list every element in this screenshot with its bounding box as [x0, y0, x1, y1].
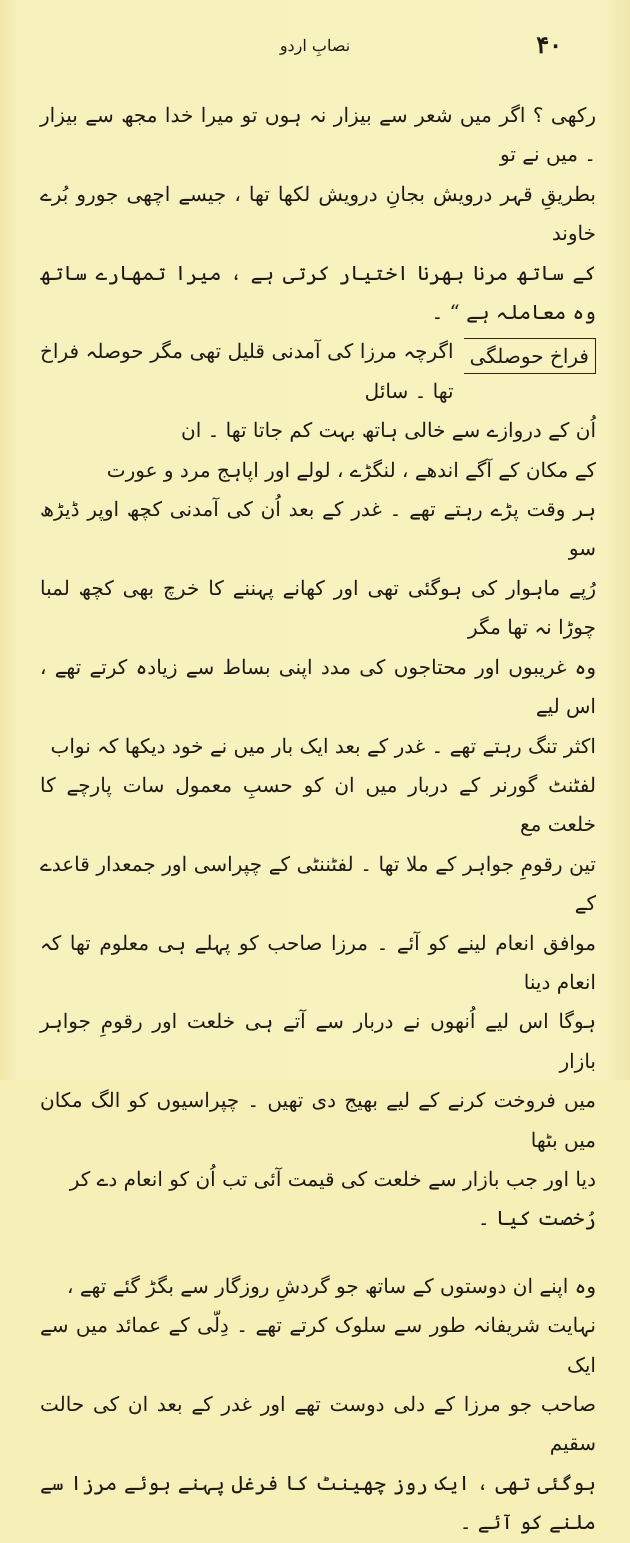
paragraph-3: [40, 1267, 596, 1543]
text-line: ہوگا اس لیے اُنھوں نے دربار سے آتے ہی خلعت اور رقومِ جواہر بازار: [40, 1009, 596, 1073]
text-line: بطریقِ قہر درویش بجانِ درویش لکھا تھا ، جیسے اچھی جورو بُرے خاوند: [40, 181, 596, 246]
page-number: ۴۰: [536, 30, 562, 59]
text-line: اکثر تنگ رہتے تھے ۔ غدر کے بعد ایک بار میں نے خود دیکھا کہ نواب: [50, 733, 596, 758]
text-line: صاحب جو مرزا کے دلی دوست تھے اور غدر کے بعد ان کی حالت سقیم: [40, 1392, 596, 1456]
text-line: کے ساتھ مرنا بھرنا اختیار کرتی ہے ، میرا تمھارے ساتھ وہ معاملہ ہے “ ۔: [40, 260, 596, 325]
text-line: رُخصت کیا ۔: [477, 1206, 596, 1231]
text-line: میں فروخت کرنے کے لیے بھیج دی تھیں ۔ چپراسیوں کو الگ مکان میں بٹھا: [40, 1088, 596, 1152]
text-line: رُپے ماہوار کی ہوگئی تھی اور کھانے پہننے کا خرچ بھی کچھ لمبا چوڑا نہ تھا مگر: [40, 575, 596, 640]
text-line: وہ غریبوں اور محتاجوں کی مدد اپنی بساط سے زیادہ کرتے تھے ، اس لیے: [40, 654, 596, 719]
text-line: ہر وقت پڑے رہتے تھے ۔ غدر کے بعد اُن کی آمدنی کچھ اوپر ڈیڑھ سو: [40, 497, 596, 561]
text-line: نہایت شریفانہ طور سے سلوک کرتے تھے ۔ دِلّی کے عمائد میں سے ایک: [40, 1313, 596, 1377]
text-line: لفٹنٹ گورنر کے دربار میں ان کو حسبِ معمول سات پارچے کا خلعت مع: [40, 772, 596, 837]
text-line: وہ اپنے ان دوستوں کے ساتھ جو گردشِ روزگار سے بگڑ گئے تھے ،: [67, 1273, 596, 1298]
running-title: نصابِ اردو: [279, 36, 351, 55]
page-header: [60, 30, 570, 64]
marginal-note: فراخ حوصلگی: [464, 338, 596, 374]
paragraph-1: [40, 96, 596, 332]
paragraph-2: [40, 332, 596, 1238]
body-text: [40, 96, 596, 1543]
text-line: ہوگئی تھی ، ایک روز چھینٹ کا فرغل پہنے ہوئے مرزا سے ملنے کو آئے ۔: [40, 1470, 596, 1535]
text-line: دیا اور جب بازار سے خلعت کی قیمت آئی تب اُن کو انعام دے کر: [69, 1166, 596, 1191]
paragraph-spacer: [40, 1239, 596, 1267]
text-line: موافق انعام لینے کو آئے ۔ مرزا صاحب کو پہلے ہی معلوم تھا کہ انعام دینا: [40, 930, 596, 994]
text-line: اُن کے دروازے سے خالی ہاتھ بہت کم جاتا تھا ۔ ان: [181, 418, 596, 443]
text-line: کے مکان کے آگے اندھے ، لنگڑے ، لولے اور اپاہج مرد و عورت: [106, 457, 596, 482]
text-line: تین رقومِ جواہر کے ملا تھا ۔ لفٹننٹی کے چپراسی اور جمعدار قاعدے کے: [40, 851, 596, 916]
text-line: رکھی ؟ اگر میں شعر سے بیزار نہ ہوں تو میرا خدا مجھ سے بیزار ۔ میں نے تو: [40, 103, 596, 167]
text-line: اگرچہ مرزا کی آمدنی قلیل تھی مگر حوصلہ فراخ تھا ۔ سائل: [40, 339, 454, 403]
